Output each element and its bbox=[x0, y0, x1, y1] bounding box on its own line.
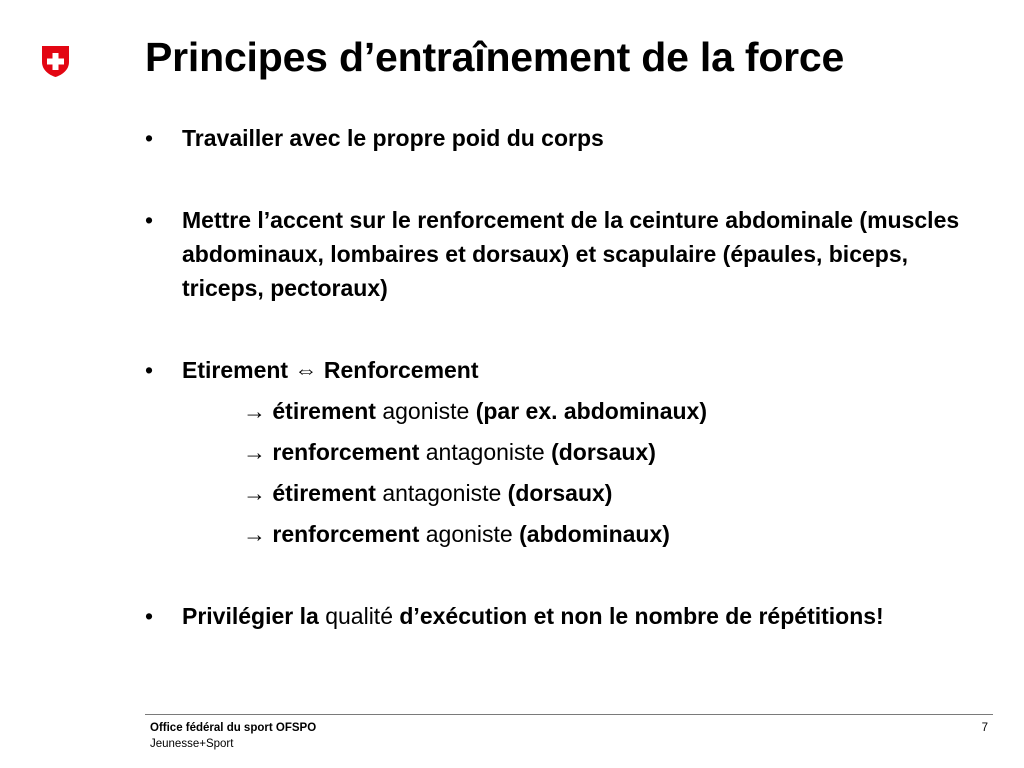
sub-item-qualifier: agoniste bbox=[425, 521, 513, 547]
bullet-marker: • bbox=[145, 207, 154, 233]
bullet-marker: • bbox=[145, 125, 154, 151]
bullet-text: Mettre l’accent sur le renforcement de la ceinture abdominale (muscles abdominaux, lombaires et dorsaux) et scapulaire (épaules, biceps, triceps, pectoraux) bbox=[182, 207, 960, 301]
page-number: 7 bbox=[981, 722, 988, 734]
footer-organization: Office fédéral du sport OFSPO bbox=[150, 722, 317, 734]
bullet-item bbox=[145, 599, 975, 633]
sub-item-detail: (abdominaux) bbox=[519, 521, 670, 547]
sub-item-term: renforcement bbox=[272, 439, 420, 465]
sub-item-detail: (dorsaux) bbox=[507, 480, 613, 506]
bullet-text-part: d’exécution et non le nombre de répétitions! bbox=[399, 603, 884, 629]
sub-item-detail: (dorsaux) bbox=[551, 439, 656, 465]
sub-item-detail: (par ex. abdominaux) bbox=[475, 398, 708, 424]
bullet-item bbox=[145, 121, 975, 155]
sub-item bbox=[243, 476, 983, 510]
bullet-text-part: qualité bbox=[325, 603, 393, 629]
sub-item-term: étirement bbox=[272, 480, 376, 506]
slide-title: Principes d’entraînement de la force bbox=[145, 34, 845, 80]
bullet-item bbox=[145, 203, 975, 305]
bullet-marker: • bbox=[145, 603, 154, 629]
right-arrow-icon: → bbox=[243, 439, 266, 465]
bullet-text-part: Etirement bbox=[182, 357, 289, 383]
sub-item-qualifier: antagoniste bbox=[425, 439, 545, 465]
bullet-text-part: Privilégier la bbox=[182, 603, 319, 629]
sub-item bbox=[243, 517, 983, 551]
sub-item bbox=[243, 394, 983, 428]
footer-divider bbox=[145, 714, 993, 715]
bullet-text-part: Renforcement bbox=[323, 357, 479, 383]
footer-program: Jeunesse+Sport bbox=[150, 738, 234, 750]
double-arrow-icon: ⇔ bbox=[294, 357, 318, 383]
bullet-item bbox=[145, 353, 975, 387]
bullet-marker: • bbox=[145, 357, 154, 383]
sub-item bbox=[243, 435, 983, 469]
bullet-text: Travailler avec le propre poid du corps bbox=[182, 125, 604, 151]
sub-item-qualifier: antagoniste bbox=[382, 480, 502, 506]
sub-item-term: étirement bbox=[272, 398, 376, 424]
sub-item-term: renforcement bbox=[272, 521, 420, 547]
right-arrow-icon: → bbox=[243, 521, 266, 547]
sub-item-qualifier: agoniste bbox=[382, 398, 470, 424]
right-arrow-icon: → bbox=[243, 398, 266, 424]
right-arrow-icon: → bbox=[243, 480, 266, 506]
